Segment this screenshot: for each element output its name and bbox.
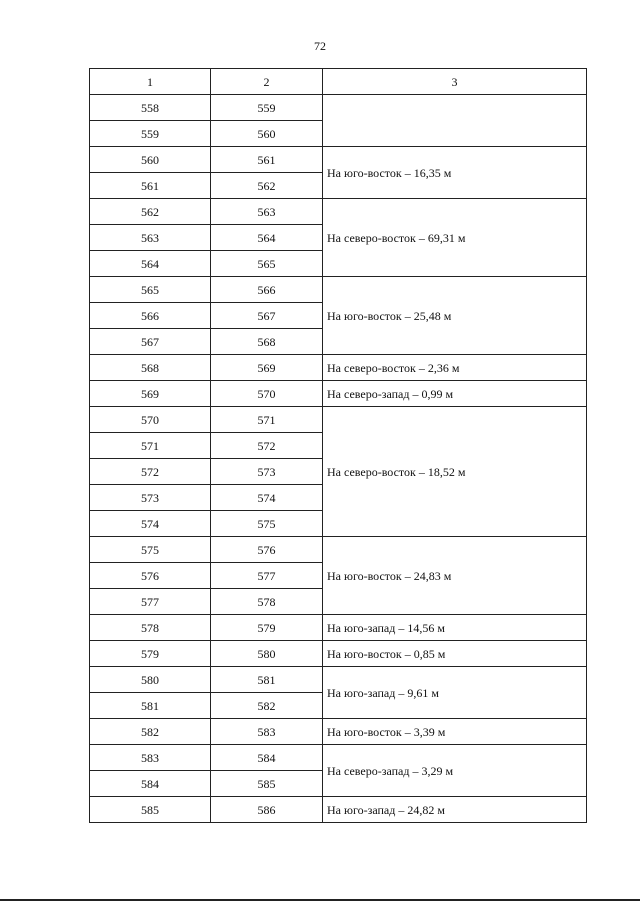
point-from-cell: 565 xyxy=(90,277,211,303)
point-from-cell: 580 xyxy=(90,667,211,693)
table-row xyxy=(90,667,587,693)
point-to-cell: 580 xyxy=(211,641,323,667)
point-from-cell: 573 xyxy=(90,485,211,511)
point-from-cell: 571 xyxy=(90,433,211,459)
point-from-cell: 578 xyxy=(90,615,211,641)
table-row xyxy=(90,719,587,745)
point-from-cell: 567 xyxy=(90,329,211,355)
point-from-cell: 558 xyxy=(90,95,211,121)
point-to-cell: 581 xyxy=(211,667,323,693)
column-header-3: 3 xyxy=(323,69,587,95)
point-to-cell: 563 xyxy=(211,199,323,225)
column-header-2: 2 xyxy=(211,69,323,95)
point-from-cell: 559 xyxy=(90,121,211,147)
point-to-cell: 585 xyxy=(211,771,323,797)
table-row xyxy=(90,745,587,771)
table-body xyxy=(90,69,587,823)
point-to-cell: 565 xyxy=(211,251,323,277)
point-to-cell: 561 xyxy=(211,147,323,173)
table-row xyxy=(90,355,587,381)
direction-distance-cell: На юго-запад – 14,56 м xyxy=(323,615,587,641)
point-from-cell: 570 xyxy=(90,407,211,433)
point-from-cell: 582 xyxy=(90,719,211,745)
point-from-cell: 581 xyxy=(90,693,211,719)
point-to-cell: 570 xyxy=(211,381,323,407)
point-to-cell: 566 xyxy=(211,277,323,303)
point-from-cell: 568 xyxy=(90,355,211,381)
point-from-cell: 564 xyxy=(90,251,211,277)
table-row xyxy=(90,381,587,407)
point-from-cell: 562 xyxy=(90,199,211,225)
point-from-cell: 585 xyxy=(90,797,211,823)
point-to-cell: 578 xyxy=(211,589,323,615)
point-from-cell: 579 xyxy=(90,641,211,667)
direction-distance-cell: На юго-запад – 24,82 м xyxy=(323,797,587,823)
point-from-cell: 576 xyxy=(90,563,211,589)
point-to-cell: 579 xyxy=(211,615,323,641)
table-row xyxy=(90,277,587,303)
point-to-cell: 576 xyxy=(211,537,323,563)
point-to-cell: 562 xyxy=(211,173,323,199)
point-from-cell: 584 xyxy=(90,771,211,797)
point-from-cell: 566 xyxy=(90,303,211,329)
point-to-cell: 577 xyxy=(211,563,323,589)
point-to-cell: 572 xyxy=(211,433,323,459)
table-row xyxy=(90,797,587,823)
point-to-cell: 575 xyxy=(211,511,323,537)
boundary-points-table xyxy=(89,68,587,823)
point-to-cell: 568 xyxy=(211,329,323,355)
direction-distance-cell: На северо-восток – 2,36 м xyxy=(323,355,587,381)
point-from-cell: 577 xyxy=(90,589,211,615)
point-from-cell: 574 xyxy=(90,511,211,537)
point-to-cell: 567 xyxy=(211,303,323,329)
table-row xyxy=(90,615,587,641)
point-to-cell: 582 xyxy=(211,693,323,719)
point-to-cell: 564 xyxy=(211,225,323,251)
page-number: 72 xyxy=(314,39,326,53)
table-row xyxy=(90,95,587,121)
point-to-cell: 573 xyxy=(211,459,323,485)
point-to-cell: 584 xyxy=(211,745,323,771)
table-header-row xyxy=(90,69,587,95)
direction-distance-cell: На северо-восток – 18,52 м xyxy=(323,407,587,537)
point-from-cell: 572 xyxy=(90,459,211,485)
direction-distance-cell: На юго-запад – 9,61 м xyxy=(323,667,587,719)
table-row xyxy=(90,407,587,433)
direction-distance-cell: На юго-восток – 3,39 м xyxy=(323,719,587,745)
point-from-cell: 560 xyxy=(90,147,211,173)
page-bottom-rule xyxy=(0,899,640,901)
point-from-cell: 569 xyxy=(90,381,211,407)
point-from-cell: 561 xyxy=(90,173,211,199)
point-from-cell: 563 xyxy=(90,225,211,251)
point-from-cell: 575 xyxy=(90,537,211,563)
direction-distance-cell: На северо-восток – 69,31 м xyxy=(323,199,587,277)
point-to-cell: 586 xyxy=(211,797,323,823)
direction-distance-cell: На северо-запад – 3,29 м xyxy=(323,745,587,797)
direction-distance-cell: На юго-восток – 0,85 м xyxy=(323,641,587,667)
direction-distance-cell: На юго-восток – 16,35 м xyxy=(323,147,587,199)
direction-distance-cell: На северо-запад – 0,99 м xyxy=(323,381,587,407)
point-to-cell: 571 xyxy=(211,407,323,433)
table-row xyxy=(90,199,587,225)
point-to-cell: 560 xyxy=(211,121,323,147)
direction-distance-cell: На юго-восток – 24,83 м xyxy=(323,537,587,615)
point-to-cell: 559 xyxy=(211,95,323,121)
table-row xyxy=(90,147,587,173)
table-row xyxy=(90,641,587,667)
point-to-cell: 583 xyxy=(211,719,323,745)
table-row xyxy=(90,537,587,563)
point-from-cell: 583 xyxy=(90,745,211,771)
point-to-cell: 574 xyxy=(211,485,323,511)
column-header-1: 1 xyxy=(90,69,211,95)
direction-distance-cell: На юго-восток – 25,48 м xyxy=(323,277,587,355)
point-to-cell: 569 xyxy=(211,355,323,381)
direction-distance-cell xyxy=(323,95,587,147)
